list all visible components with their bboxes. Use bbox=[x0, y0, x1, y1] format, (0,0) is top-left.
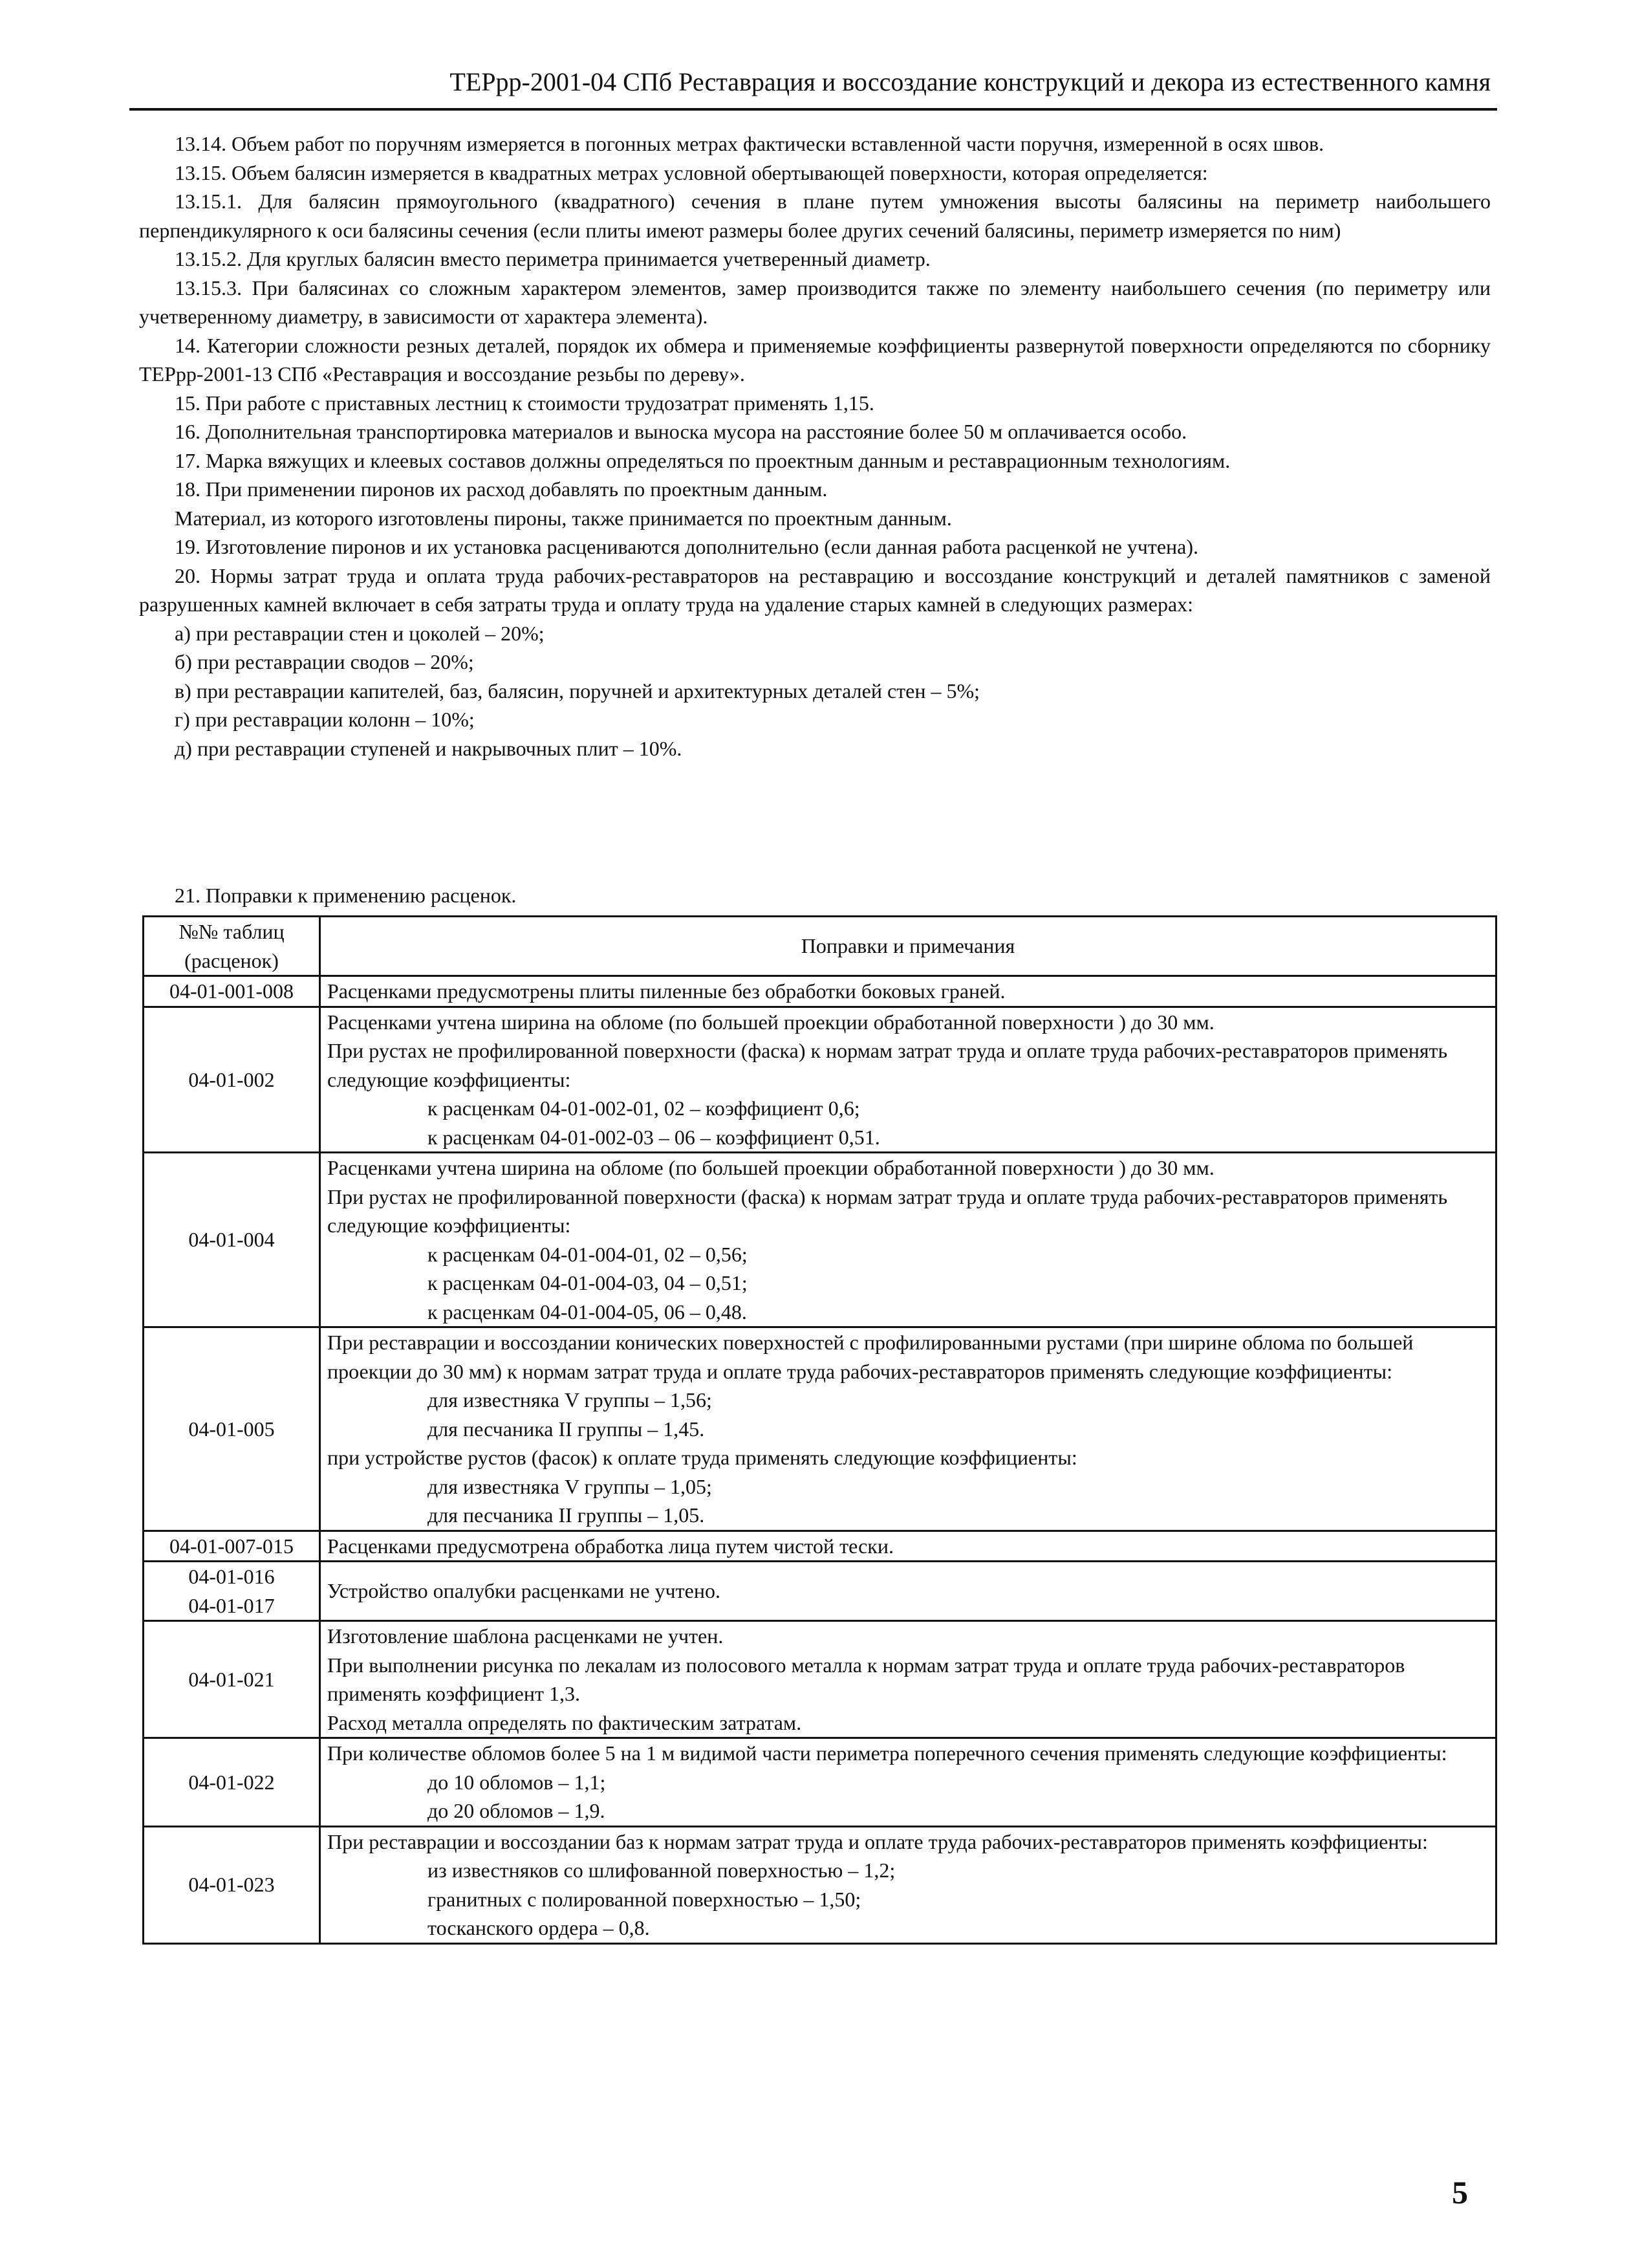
paragraph: в) при реставрации капителей, баз, балясин, поручней и архитектурных деталей стен – 5%; bbox=[175, 679, 980, 703]
table-row bbox=[144, 1738, 1496, 1827]
row-notes bbox=[320, 1621, 1496, 1738]
note-line: Расход металла определять по фактическим затратам. bbox=[327, 1710, 802, 1734]
row-code: 04-01-004 bbox=[144, 1153, 320, 1327]
note-line: к расценкам 04-01-004-01, 02 – 0,56; bbox=[427, 1242, 748, 1266]
table-row bbox=[144, 1327, 1496, 1531]
note-line: к расценкам 04-01-004-05, 06 – 0,48. bbox=[427, 1300, 747, 1324]
paragraph: г) при реставрации колонн – 10%; bbox=[175, 708, 475, 731]
note-line: до 20 обломов – 1,9. bbox=[427, 1799, 605, 1822]
paragraph: 13.15.3. При балясинах со сложным характером элементов, замер производится также по элементу наибольшего сечения (по периметру или учетверенному диаметру, в зависимости от характера элемента). bbox=[139, 276, 1491, 328]
page-header bbox=[129, 61, 1497, 111]
note-line: При реставрации и воссоздании баз к нормам затрат труда и оплате труда рабочих-реставраторов применять коэффициенты: bbox=[327, 1829, 1428, 1853]
note-line: для известняка V группы – 1,56; bbox=[427, 1388, 712, 1412]
paragraph: 14. Категории сложности резных деталей, порядок их обмера и применяемые коэффициенты развернутой поверхности определяются по сборнику ТЕРрр-2001-13 СПб «Реставрация и воссоздание резьбы по дереву». bbox=[139, 333, 1491, 386]
header-code: №№ таблиц (расценок) bbox=[144, 917, 320, 976]
paragraph: 20. Нормы затрат труда и оплата труда рабочих-реставраторов на реставрацию и воссоздание конструкций и деталей памятников с заменой разрушенных камней включает в себя затраты труда и оплату труда на удаление старых камней в следующих размерах: bbox=[139, 563, 1491, 616]
corrections-table bbox=[142, 915, 1497, 1945]
row-code: 04-01-023 bbox=[144, 1826, 320, 1943]
row-notes bbox=[320, 976, 1496, 1007]
row-code: 04-01-007-015 bbox=[144, 1531, 320, 1562]
note-line: до 10 обломов – 1,1; bbox=[427, 1770, 606, 1794]
paragraph: б) при реставрации сводов – 20%; bbox=[175, 650, 474, 673]
note-line: Изготовление шаблона расценками не учтен. bbox=[327, 1624, 724, 1648]
row-notes bbox=[320, 1327, 1496, 1531]
paragraph: 13.15. Объем балясин измеряется в квадратных метрах условной обертывающей поверхности, которая определяется: bbox=[175, 160, 1208, 184]
paragraph: 16. Дополнительная транспортировка материалов и выноска мусора на расстояние более 50 м оплачивается особо. bbox=[175, 420, 1187, 443]
paragraph: 13.15.2. Для круглых балясин вместо периметра принимается учетверенный диаметр. bbox=[175, 247, 931, 270]
note-line: При рустах не профилированной поверхности (фаска) к нормам затрат труда и оплате труда рабочих-реставраторов применять следующие коэффициенты: bbox=[327, 1184, 1448, 1237]
note-line: для песчаника II группы – 1,05. bbox=[427, 1503, 705, 1527]
row-notes bbox=[320, 1562, 1496, 1621]
note-line: Устройство опалубки расценками не учтено. bbox=[327, 1579, 720, 1603]
note-line: При количестве обломов более 5 на 1 м видимой части периметра поперечного сечения применять следующие коэффициенты: bbox=[327, 1741, 1447, 1765]
header-notes: Поправки и примечания bbox=[320, 917, 1496, 976]
paragraph: а) при реставрации стен и цоколей – 20%; bbox=[175, 621, 545, 645]
body-text bbox=[139, 129, 1491, 763]
note-line: при устройстве рустов (фасок) к оплате труда применять следующие коэффициенты: bbox=[327, 1446, 1077, 1469]
row-code: 04-01-001-008 bbox=[144, 976, 320, 1007]
note-line: к расценкам 04-01-004-03, 04 – 0,51; bbox=[427, 1271, 748, 1294]
row-notes bbox=[320, 1007, 1496, 1153]
table-row bbox=[144, 1562, 1496, 1621]
note-line: Расценками предусмотрены плиты пиленные без обработки боковых граней. bbox=[327, 979, 1006, 1003]
note-line: Расценками предусмотрена обработка лица путем чистой тески. bbox=[327, 1534, 894, 1558]
paragraph: д) при реставрации ступеней и накрывочных плит – 10%. bbox=[175, 736, 682, 760]
row-code: 04-01-016 04-01-017 bbox=[144, 1562, 320, 1621]
note-line: тосканского ордера – 0,8. bbox=[427, 1916, 650, 1939]
page-header-title: ТЕРрр-2001-04 СПб Реставрация и воссоздание конструкций и декора из естественного камня bbox=[449, 67, 1491, 96]
table-row bbox=[144, 976, 1496, 1007]
row-code: 04-01-021 bbox=[144, 1621, 320, 1738]
paragraph: Материал, из которого изготовлены пироны, также принимается по проектным данным. bbox=[175, 506, 952, 530]
row-notes bbox=[320, 1826, 1496, 1943]
table-header-row bbox=[144, 917, 1496, 976]
row-code: 04-01-005 bbox=[144, 1327, 320, 1531]
note-line: для известняка V группы – 1,05; bbox=[427, 1474, 712, 1498]
paragraph: 13.14. Объем работ по поручням измеряется в погонных метрах фактически вставленной части поручня, измеренной в осях швов. bbox=[175, 132, 1324, 155]
paragraph: 18. При применении пиронов их расход добавлять по проектным данным. bbox=[175, 477, 828, 501]
table-body bbox=[144, 976, 1496, 1944]
row-notes bbox=[320, 1153, 1496, 1327]
note-line: При рустах не профилированной поверхности (фаска) к нормам затрат труда и оплате труда рабочих-реставраторов применять следующие коэффициенты: bbox=[327, 1039, 1448, 1091]
note-line: Расценками учтена ширина на обломе (по большей проекции обработанной поверхности ) до 30 мм. bbox=[327, 1010, 1215, 1034]
table-row bbox=[144, 1007, 1496, 1153]
table-row bbox=[144, 1621, 1496, 1738]
note-line: гранитных с полированной поверхностью – 1,50; bbox=[427, 1887, 861, 1911]
paragraph: 13.15.1. Для балясин прямоугольного (квадратного) сечения в плане путем умножения высоты балясины на периметр наибольшего перпендикулярного к оси балясины сечения (если плиты имеют размеры более других сечений балясины, периметр измеряется по ним) bbox=[139, 190, 1491, 242]
table-row bbox=[144, 1826, 1496, 1943]
note-line: Расценками учтена ширина на обломе (по большей проекции обработанной поверхности ) до 30 мм. bbox=[327, 1156, 1215, 1179]
page-number: 5 bbox=[1452, 2174, 1468, 2210]
note-line: к расценкам 04-01-002-03 – 06 – коэффициент 0,51. bbox=[427, 1125, 880, 1149]
paragraph: 19. Изготовление пиронов и их установка расцениваются дополнительно (если данная работа расценкой не учтена). bbox=[175, 535, 1199, 558]
table-row bbox=[144, 1153, 1496, 1327]
note-line: для песчаника II группы – 1,45. bbox=[427, 1417, 705, 1441]
table-caption: 21. Поправки к применению расценок. bbox=[175, 884, 517, 907]
row-code: 04-01-022 bbox=[144, 1738, 320, 1827]
note-line: к расценкам 04-01-002-01, 02 – коэффициент 0,6; bbox=[427, 1096, 860, 1120]
paragraph: 15. При работе с приставных лестниц к стоимости трудозатрат применять 1,15. bbox=[175, 391, 874, 415]
row-notes bbox=[320, 1738, 1496, 1827]
table-row bbox=[144, 1531, 1496, 1562]
note-line: При выполнении рисунка по лекалам из полосового металла к нормам затрат труда и оплате труда рабочих-реставраторов применять коэффициент 1,3. bbox=[327, 1653, 1405, 1705]
note-line: При реставрации и воссоздании конических поверхностей с профилированными рустами (при ширине облома по большей проекции до 30 мм) к нормам затрат труда и оплате труда рабочих-реставраторов применять следующие коэффициенты: bbox=[327, 1331, 1414, 1383]
row-notes bbox=[320, 1531, 1496, 1562]
paragraph: 17. Марка вяжущих и клеевых составов должны определяться по проектным данным и реставрационным технологиям. bbox=[175, 448, 1231, 472]
note-line: из известняков со шлифованной поверхностью – 1,2; bbox=[427, 1859, 896, 1882]
row-code: 04-01-002 bbox=[144, 1007, 320, 1153]
